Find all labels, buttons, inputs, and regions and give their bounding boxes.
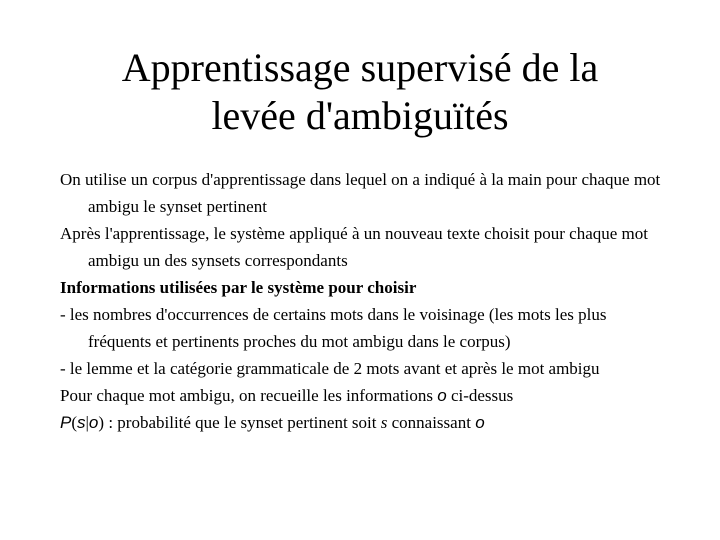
prob-connaissant: connaissant [387, 413, 476, 432]
prob-text: : probabilité que le synset pertinent soit [104, 413, 381, 432]
prob-o: o [88, 413, 99, 432]
prob-s: s [77, 413, 86, 432]
paragraph-collect [60, 382, 670, 409]
paragraph-after-training: Après l'apprentissage, le système appliqué à un nouveau texte choisit pour chaque mot ambigu un des synsets correspondants [60, 224, 648, 270]
slide-body [60, 166, 670, 436]
paragraph-probability [60, 409, 670, 436]
title-line-2: levée d'ambiguïtés [211, 93, 509, 138]
variable-o: o [437, 386, 447, 405]
slide-title [60, 44, 660, 140]
prob-s2: s [380, 413, 388, 432]
paragraph-lemma: - le lemme et la catégorie grammaticale de 2 mots avant et après le mot ambigu [60, 359, 600, 378]
collect-suffix: ci-dessus [446, 386, 514, 405]
prob-bar: | [85, 413, 89, 432]
collect-text: Pour chaque mot ambigu, on recueille les informations [60, 386, 438, 405]
prob-close: ) [98, 413, 105, 432]
paragraph-corpus: On utilise un corpus d'apprentissage dans lequel on a indiqué à la main pour chaque mot ambigu le synset pertinent [60, 170, 661, 216]
prob-o2: o [475, 413, 485, 432]
title-line-1: Apprentissage supervisé de la [121, 45, 599, 90]
prob-P: P [60, 413, 72, 432]
paragraph-info-heading: Informations utilisées par le système pour choisir [60, 278, 417, 297]
paragraph-occurrences: - les nombres d'occurrences de certains mots dans le voisinage (les mots les plus fréquents et pertinents proches du mot ambigu dans le corpus) [60, 305, 607, 351]
prob-open: ( [71, 413, 78, 432]
